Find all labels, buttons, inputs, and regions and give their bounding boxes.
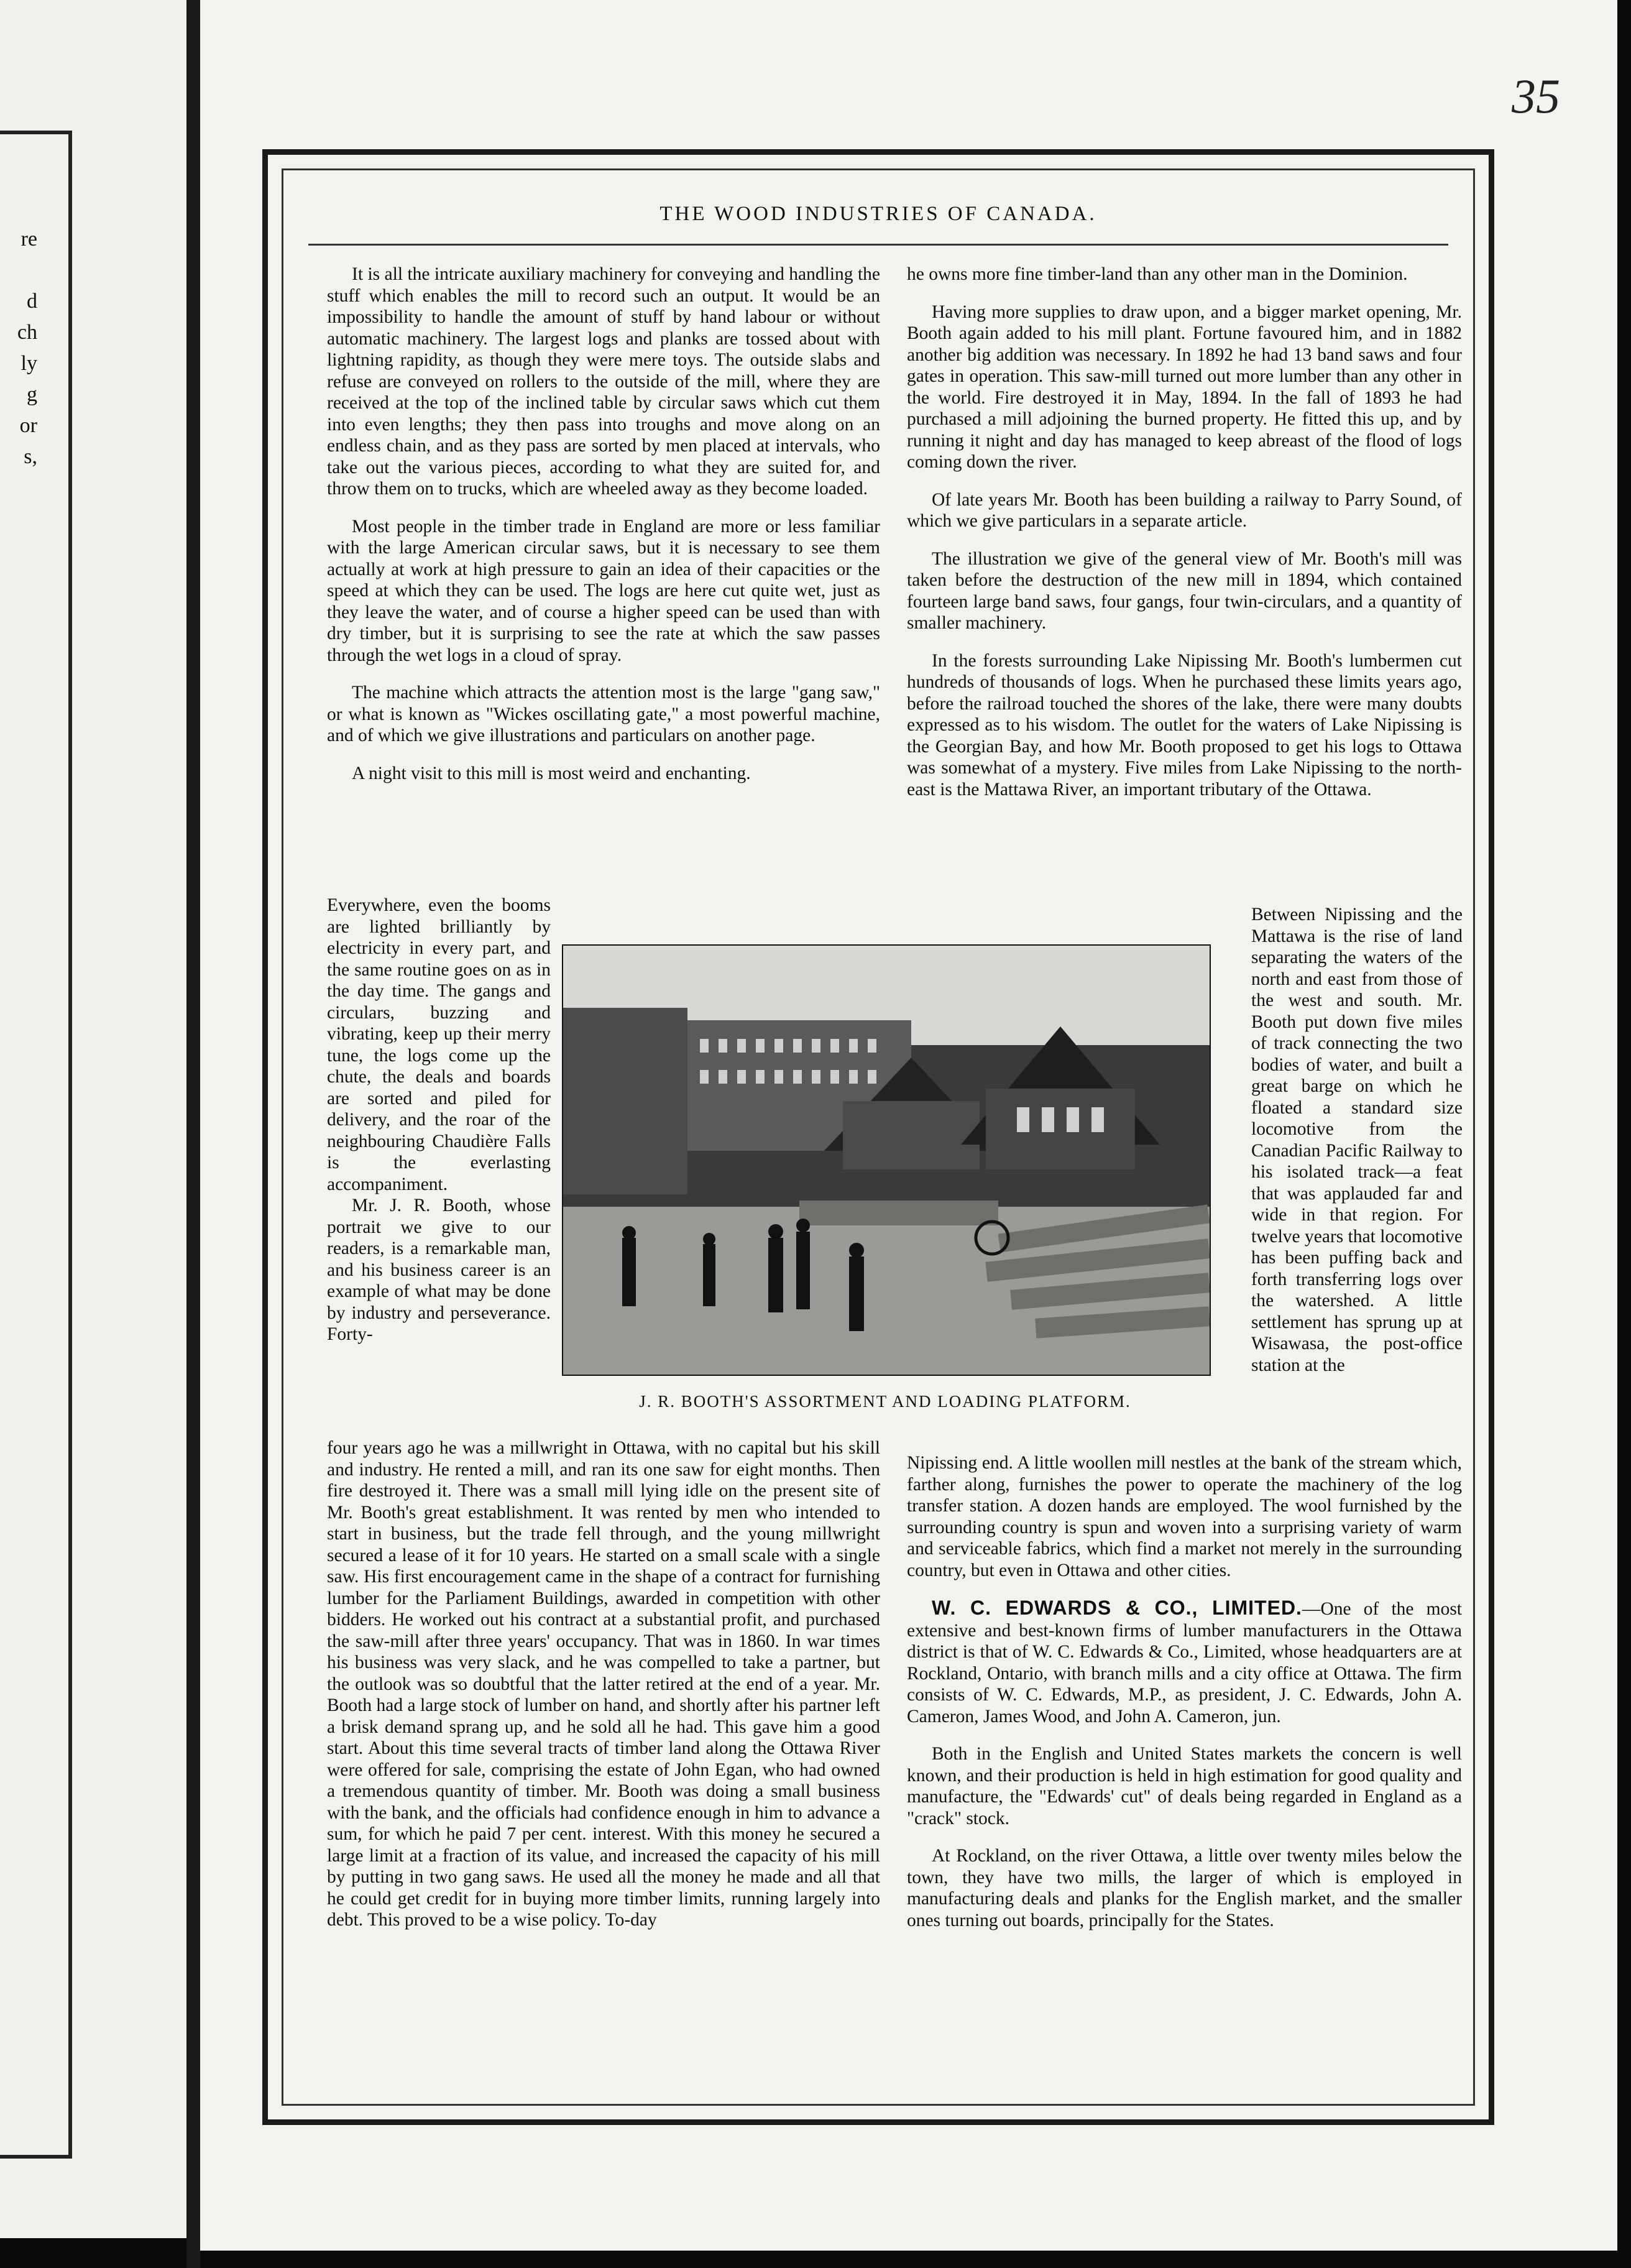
facing-page (0, 0, 186, 2238)
right-column (907, 264, 1462, 800)
paragraph: Mr. J. R. Booth, whose portrait we give to our readers, is a remarkable man, and his business career is an example of what may be done by industry and perseverance. Forty- (327, 1196, 551, 1344)
book-gutter (186, 0, 200, 2268)
document-page (200, 0, 1617, 2251)
mill-photograph (562, 944, 1211, 1376)
facing-page-text-fragment: re d ch ly g or s, (17, 228, 37, 468)
firm-intro: —One of the most extensive and best-known firms of lumber manufacturers in the Ottawa district is that of W. C. Edwards & Co., Limited, whose headquarters are at Rockland, Ontario, with branch mills and a city office at Ottawa. The firm consists of W. C. Edwards, M.P., as president, J. C. Edwards, John A. Cameron, James Wood, and John A. Cameron, jun. (907, 1599, 1462, 1726)
paragraph: In the forests surrounding Lake Nipissing Mr. Booth's lumbermen cut hundreds of thousands of logs. When he purchased these limits years ago, before the railroad touched the shores of the lake, there were many doubts expressed as to his wisdom. The outlet for the waters of Lake Nipissing is the Georgian Bay, and how Mr. Booth proposed to get his logs to Ottawa was somewhat of a mystery. Five miles from Lake Nipissing to the north-east is the Mattawa River, an important tributary of the Ottawa. (907, 650, 1462, 800)
right-column-continuation (907, 1452, 1462, 1947)
paragraph: Everywhere, even the booms are lighted brilliantly by electricity in every part, and the same routine goes on as in the day time. The gangs and circulars, buzzing and vibrating, keep up their merry tune, the logs come up the chute, the deals and boards are sorted and piled for delivery, and the roar of the neighbouring Chaudière Falls is the everlasting accompaniment. (327, 895, 551, 1194)
paragraph: A night visit to this mill is most weird and enchanting. (352, 763, 751, 783)
paragraph: Nipissing end. A little woollen mill nestles at the bank of the stream which, farther along, furnishes the power to operate the machinery of the log transfer station. A dozen hands are employed. The wool furnished by the surrounding country is spun and woven into a surprising variety of warm and serviceable fabrics, which find a market not merely in the surrounding country, but even in Ottawa and other cities. (907, 1453, 1462, 1580)
page-border-inner (282, 168, 1475, 2106)
right-wrap-text: Between Nipissing and the Mattawa is the rise of land separating the waters of the north and east from those of the west and south. Mr. Booth put down five miles of track connecting the two bodies of water, and built a great barge on which he floated a standard size locomotive from the Canadian Pacific Railway to his isolated track—a feat that was applauded far and wide in that region. For twelve years that locomotive has been puffing back and forth transferring logs over the watershed. A little settlement has sprung up at Wisawasa, the post-office station at the (1251, 905, 1463, 1375)
header-rule (308, 244, 1448, 246)
page-border (262, 149, 1494, 2125)
left-column-continuation: four years ago he was a millwright in Ottawa, with no capital but his skill and industry. He rented a mill, and ran its one saw for eight months. Then fire destroyed it. There was a small mill lying idle on the present site of Mr. Booth's great establishment. It was rented by men who intended to start in business, but the trade fell through, and the young millwright secured a lease of it for 10 years. He started on a small scale with a single saw. His first encouragement came in the shape of a contract for furnishing lumber for the Parliament Buildings, awarded in competition with other bidders. He worked out his contract at a substantial profit, and purchased the saw-mill after three years' occupancy. That was in 1860. In war times his business was very slack, and he was compelled to take a partner, but the outlook was so doubtful that the latter retired at the end of a year. Mr. Booth had a large stock of lumber on hand, and shortly after his partner left a brisk demand sprang up, and he sold all he had. This gave him a good start. About this time several tracts of timber land along the Ottawa River were offered for sale, comprising the estate of John Egan, who had owned a tremendous quantity of timber. Mr. Booth was doing a small business with the bank, and the officials had confidence enough in him to advance a sum, for which he paid 7 per cent. interest. With this money he secured a large limit at a fraction of its value, and increased the capacity of his mill by putting in two gang saws. He used all the money he made and all that he could get credit for in buying more timber limits, running largely into debt. This proved to be a wise policy. To-day (327, 1438, 880, 1930)
firm-heading: W. C. EDWARDS & CO., LIMITED. (932, 1597, 1302, 1619)
lumber-yard-illustration (563, 946, 1210, 1375)
paragraph: Most people in the timber trade in England are more or less familiar with the large American circular saws, but it is necessary to see them actually at work at high pressure to gain an idea of their capacities or the speed at which they can be used. The logs are here cut quite wet, just as they leave the water, and of course a higher speed can be used than with dry timber, but it is surprising to see the rate at which the saw passes through the wet logs in a cloud of spray. (327, 516, 880, 665)
photo-caption: J. R. BOOTH'S ASSORTMENT AND LOADING PLATFORM. (639, 1392, 1131, 1411)
paragraph: Both in the English and United States markets the concern is well known, and their production is held in high estimation for good quality and manufacture, the "Edwards' cut" of deals being regarded in England as a "crack" stock. (907, 1744, 1462, 1828)
paragraph: It is all the intricate auxiliary machinery for conveying and handling the stuff which enables the mill to record such an output. It would be an impossibility to handle the amount of stuff by hand labour or without automatic machinery. The largest logs and planks are tossed about with lightning rapidity, as though they were mere toys. The outside slabs and refuse are conveyed on rollers to the outside of the mill, where they are received at the top of the inclined table by circular saws which cut them into even lengths; they then pass into troughs and move along on an endless chain, and as they pass are sorted by men placed at intervals, who take out the various pieces, according to what they are suited for, and throw them on to trucks, which are wheeled away as they become loaded. (327, 264, 880, 499)
paragraph: he owns more fine timber-land than any other man in the Dominion. (907, 264, 1408, 284)
firm-section (907, 1597, 1462, 1727)
left-column (327, 264, 880, 784)
left-wrap-text (327, 895, 551, 1345)
paragraph: At Rockland, on the river Ottawa, a little over twenty miles below the town, they have two mills, the larger of which is employed in manufacturing deals and planks for the English market, and the smaller ones turning out boards, principally for the States. (907, 1846, 1462, 1930)
running-header: THE WOOD INDUSTRIES OF CANADA. (659, 203, 1097, 225)
handwritten-page-number: 35 (1512, 69, 1560, 123)
paragraph: The machine which attracts the attention most is the large "gang saw," or what is known as "Wickes oscillating gate," a most powerful machine, and of which we give illustrations and particulars on another page. (327, 683, 880, 745)
paragraph: Of late years Mr. Booth has been building a railway to Parry Sound, of which we give particulars in a separate article. (907, 489, 1462, 531)
paragraph: The illustration we give of the general view of Mr. Booth's mill was taken before the destruction of the new mill in 1894, which contained fourteen large band saws, four gangs, four twin-circulars, and a quantity of smaller machinery. (907, 548, 1462, 633)
paragraph: Having more supplies to draw upon, and a bigger market opening, Mr. Booth again added to his mill plant. Fortune favoured him, and in 1882 another big addition was necessary. In 1892 he had 13 band saws and four gates in operation. This saw-mill turned out more lumber than any other in the world. Fire destroyed it in May, 1894. In the fall of 1893 he had purchased a mill adjoining the burned property. He fitted this up, and by running it night and day has managed to keep abreast of the flood of logs coming down the river. (907, 302, 1462, 472)
